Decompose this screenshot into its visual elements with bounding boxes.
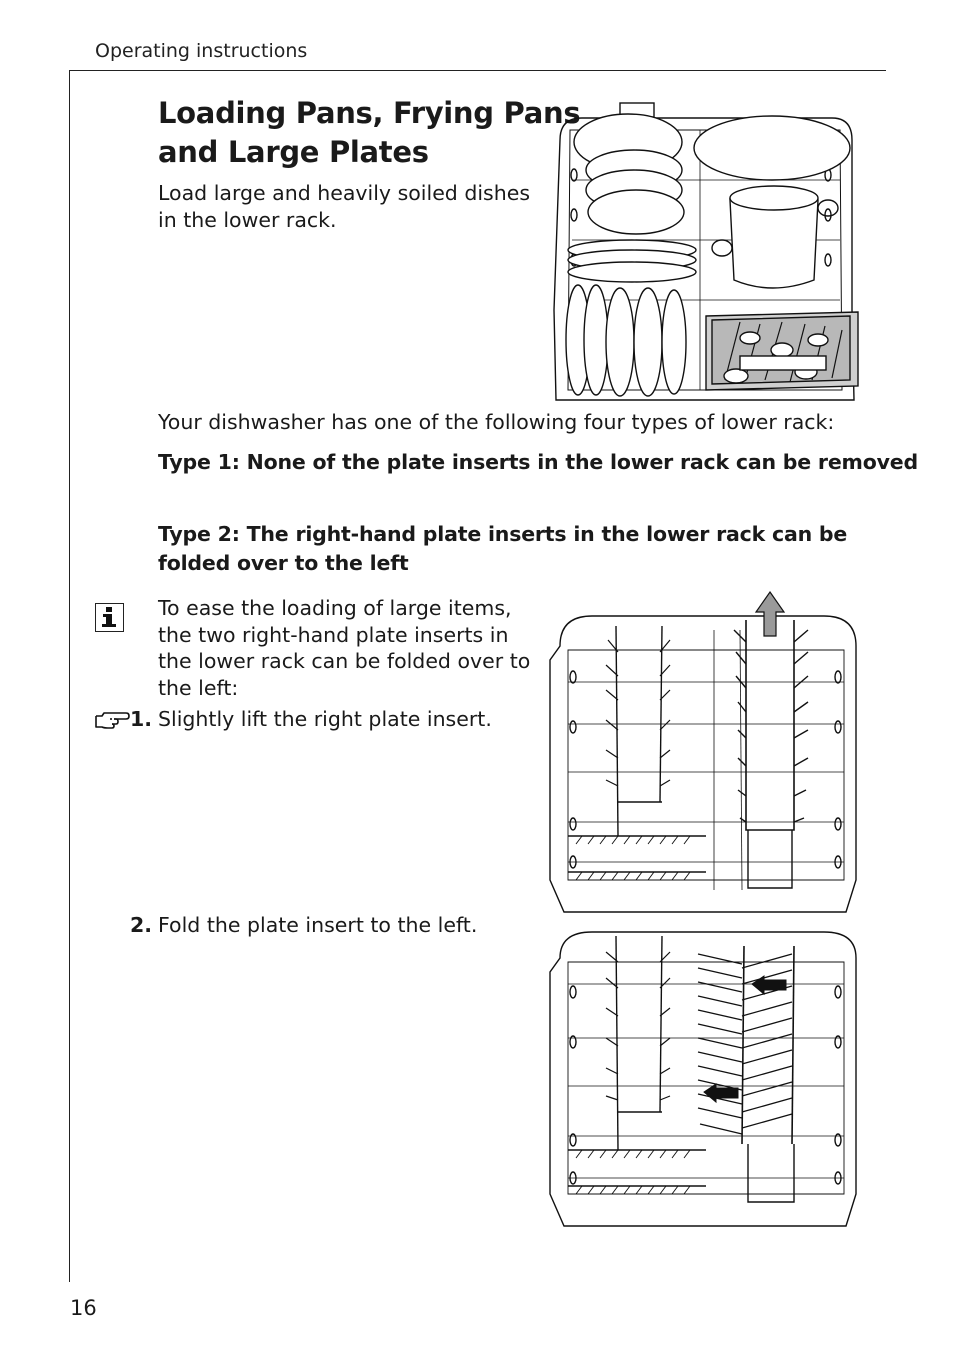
running-header: Operating instructions [95,40,308,62]
page-number: 16 [70,1296,97,1320]
step-1-text: Slightly lift the right plate insert. [158,707,492,731]
step-2-number: 2. [129,913,152,937]
info-note-line-2: the two right-hand plate inserts in [158,622,509,647]
intro-line-2: in the lower rack. [158,208,337,232]
type-1-heading: Type 1: None of the plate inserts in the lower rack can be removed [158,450,918,474]
fold-insert-illustration [546,928,862,1230]
pointing-hand-icon [94,707,130,731]
type-2-heading [158,520,848,578]
info-note-line-4: the left: [158,675,239,700]
header-rule [69,70,886,71]
step-1-number: 1. [129,707,152,731]
info-note [158,595,538,701]
intro-paragraph [158,180,538,234]
type-2-heading-line-2: folded over to the left [158,551,409,575]
step-1 [129,706,492,733]
rack-types-lead: Your dishwasher has one of the following four types of lower rack: [158,410,835,434]
section-title-line-2: and Large Plates [158,135,429,169]
section-title [158,94,580,172]
info-note-line-3: the lower rack can be folded over to [158,649,531,673]
info-icon [95,603,124,632]
lift-insert-illustration [546,590,862,916]
info-note-line-1: To ease the loading of large items, [158,596,512,620]
loaded-rack-illustration [550,100,862,405]
lift-up-arrow-icon [756,592,784,636]
intro-line-1: Load large and heavily soiled dishes [158,181,531,205]
section-title-line-1: Loading Pans, Frying Pans [158,96,581,130]
type-2-heading-line-1: Type 2: The right-hand plate inserts in the lower rack can be [158,522,848,546]
fold-left-arrow-icon [752,976,786,994]
step-2-text: Fold the plate insert to the left. [158,913,478,937]
margin-rule [69,70,70,1282]
step-2 [129,912,478,939]
